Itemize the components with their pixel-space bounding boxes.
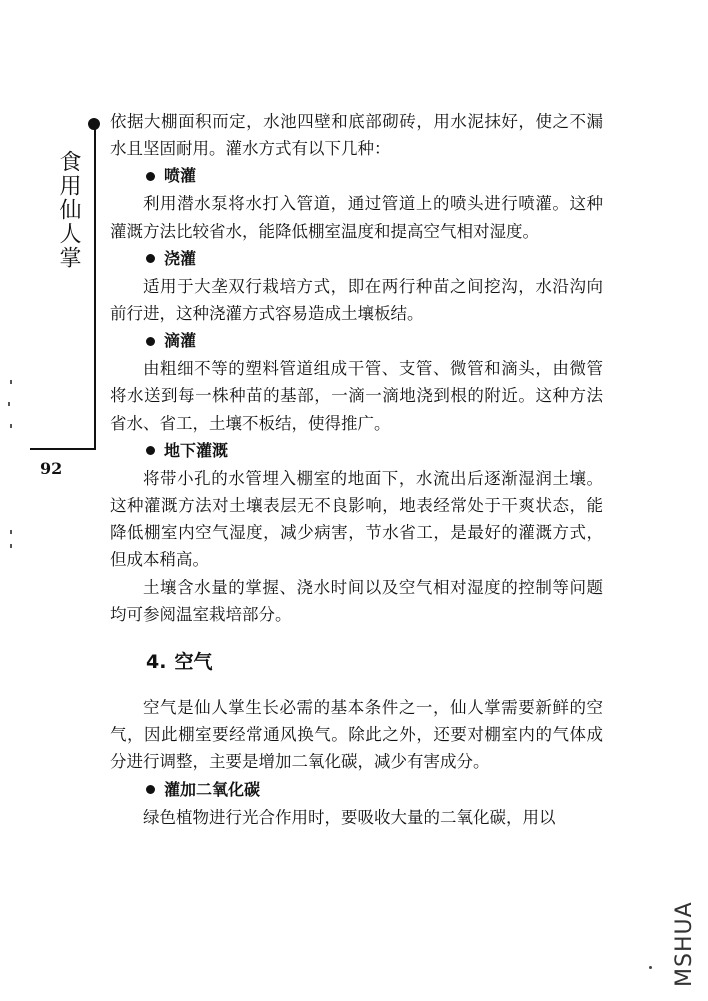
scan-speck (649, 966, 652, 969)
scan-specks (8, 380, 14, 560)
margin-vertical-rule (94, 120, 96, 450)
method-heading-subsurface (146, 437, 603, 465)
running-title: 食用仙人掌 (56, 150, 81, 270)
method-paragraph-furrow: 适用于大垄双行栽培方式，即在两行种苗之间挖沟，水沿沟向前行进，这种浇灌方式容易造成土壤板结。 (110, 276, 603, 324)
method-heading-sprinkler (146, 162, 603, 190)
bullet-icon (146, 172, 155, 181)
bullet-icon (146, 446, 155, 455)
intro-paragraph: 依据大棚面积而定，水池四壁和底部砌砖，用水泥抹好，使之不漏水且坚固耐用。灌水方式有以下几种： (110, 112, 603, 159)
subsection-heading-label: 灌加二氧化碳 (164, 779, 261, 799)
bullet-icon (146, 254, 155, 263)
method-paragraph-subsurface: 将带小孔的水管埋入棚室的地面下，水流出后逐渐湿润土壤。这种灌溉方法对土壤表层无不良影响，地表经常处于干爽状态，能降低棚室内空气湿度，减少病害，节水省工，是最好的灌溉方式，但成本稍高。 (110, 468, 603, 570)
method-paragraph-drip: 由粗细不等的塑料管道组成干管、支管、微管和滴头，由微管将水送到每一株种苗的基部，一滴一滴地浇到根的附近。这种方法省水、省工，土壤不板结，使得推广。 (110, 359, 603, 433)
bullet-icon (146, 785, 155, 794)
method-heading-furrow (146, 245, 603, 273)
section-title: 空气 (174, 651, 213, 674)
section-paragraph: 空气是仙人掌生长必需的基本条件之一，仙人掌需要新鲜的空气，因此棚室要经常通风换气。除此之外，还要对棚室内的气体成分进行调整，主要是增加二氧化碳，减少有害成分。 (110, 698, 603, 772)
watermark-text: MSHUA (672, 901, 697, 987)
method-heading-label: 浇灌 (164, 248, 197, 268)
page-number-rule (30, 448, 96, 450)
section-heading (146, 648, 603, 676)
method-paragraph-sprinkler: 利用潜水泵将水打入管道，通过管道上的喷头进行喷灌。这种灌溉方法比较省水，能降低棚室温度和提高空气相对湿度。 (110, 194, 603, 241)
subsection-paragraph: 绿色植物进行光合作用时，要吸收大量的二氧化碳，用以 (143, 807, 556, 827)
subsection-heading-co2 (146, 776, 603, 804)
method-heading-drip (146, 327, 603, 355)
closing-paragraph: 土壤含水量的掌握、浇水时间以及空气相对湿度的控制等问题均可参阅温室栽培部分。 (110, 577, 603, 624)
method-heading-label: 滴灌 (164, 331, 197, 351)
method-heading-label: 地下灌溉 (164, 440, 229, 460)
method-heading-label: 喷灌 (164, 166, 197, 186)
page-number: 92 (40, 459, 63, 478)
section-number: 4. (146, 651, 167, 674)
body-text (110, 108, 603, 831)
bullet-icon (146, 337, 155, 346)
